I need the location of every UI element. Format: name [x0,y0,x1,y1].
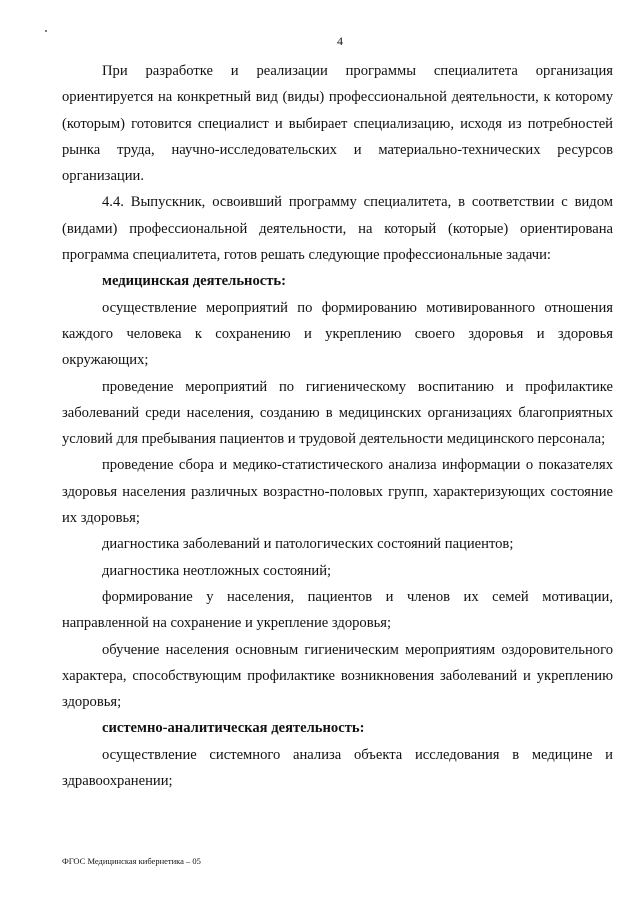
paragraph: диагностика заболеваний и патологических состояний пациентов; [102,536,514,553]
paragraph: обучение населения основным гигиеническим мероприятиям оздоровительного характера, способствующим профилактике возникновения заболеваний и укреплению здоровья; [62,641,613,711]
page-number: 4 [337,34,343,48]
paragraph: проведение сбора и медико-статистического анализа информации о показателях здоровья населения различных возрастно-половых групп, характеризующих состояние их здоровья; [62,457,613,527]
paragraph: 4.4. Выпускник, освоивший программу специалитета, в соответствии с видом (видами) профессиональной деятельности, на который (которые) ориентирована программа специалитета, готов решать следующие профессиональные задачи: [62,194,613,264]
paragraph: При разработке и реализации программы специалитета организация ориентируется на конкретный вид (виды) профессиональной деятельности, к которому (которым) готовится специалист и выбирает специализацию, исходя из потребностей рынка труда, научно-исследовательских и материально-технических ресурсов организации. [62,63,613,185]
page-footer: ФГОС Медицинская кибернетика – 05 [62,856,201,866]
paragraph: проведение мероприятий по гигиеническому воспитанию и профилактике заболеваний среди населения, созданию в медицинских организациях благоприятных условий для пребывания пациентов и трудовой деятельности медицинского персонала; [62,378,613,448]
paragraph: формирование у населения, пациентов и членов их семей мотивации, направленной на сохранение и укрепление здоровья; [62,588,613,632]
paragraph: осуществление мероприятий по формированию мотивированного отношения каждого человека к сохранению и укреплению своего здоровья и здоровья окружающих; [62,299,613,369]
section-heading: медицинская деятельность: [102,273,286,290]
scan-speck [45,30,47,32]
paragraph: диагностика неотложных состояний; [102,562,332,579]
document-body [62,58,613,794]
paragraph: осуществление системного анализа объекта исследования в медицине и здравоохранении; [62,746,613,790]
section-heading: системно-аналитическая деятельность: [102,720,365,737]
